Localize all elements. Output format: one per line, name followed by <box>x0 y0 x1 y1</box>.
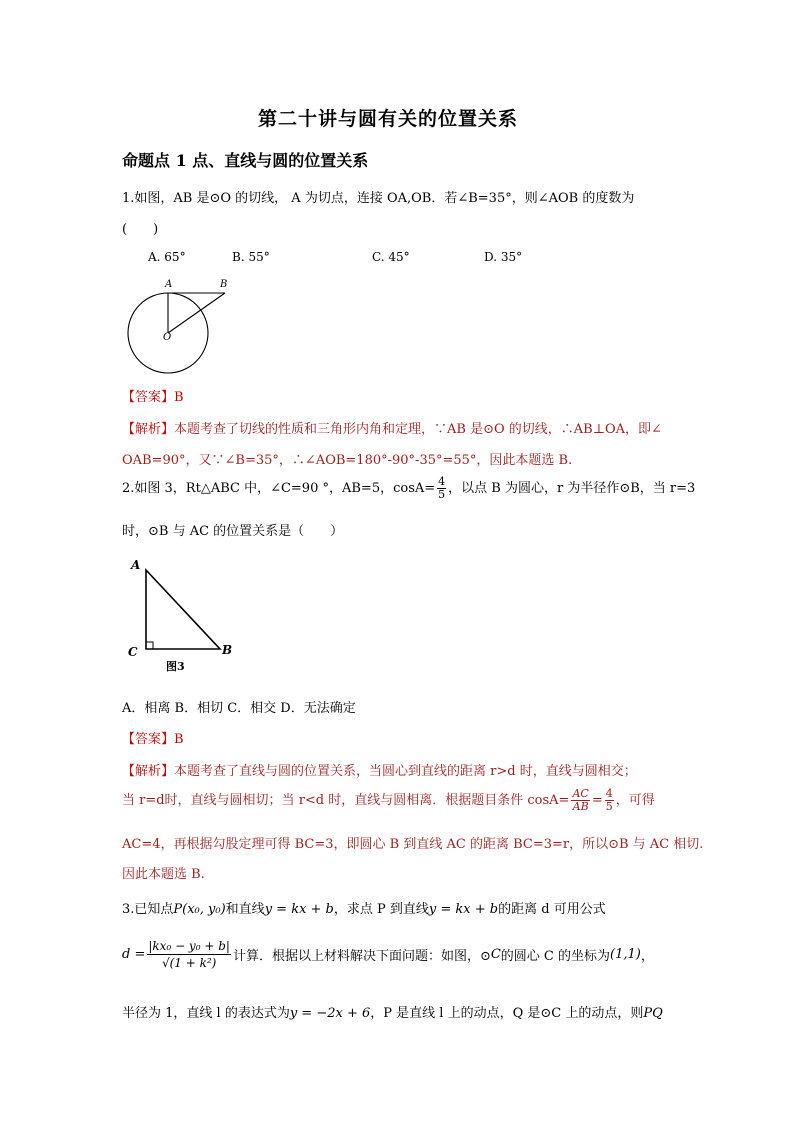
q3-stem-2a: 计算．根据以上材料解决下面问题：如图，⊙ <box>232 949 491 964</box>
q2-stem-b: ，以点 B 为圆心，r 为半径作⊙B，当 r=3 <box>448 481 696 496</box>
q2-stem-line1 <box>122 476 695 501</box>
q1-option-d: D. 35° <box>484 250 523 264</box>
q2-expl-frac-ac-ab <box>571 788 589 813</box>
q3-coord: (1,1) <box>610 947 641 962</box>
q1-explanation-line1 <box>122 418 662 437</box>
q1-explanation-line2: OAB=90°，又∵∠B=35°，∴∠AOB=180°-90°-35°=55°，因此本题选 B. <box>122 453 573 468</box>
q2-frac-den: 5 <box>438 488 446 501</box>
q3-formula-lhs: d = <box>122 947 146 962</box>
q1-option-a: A. 65° <box>148 250 186 264</box>
q2-stem-a: 2.如图 3，Rt△ABC 中，∠C=90 °，AB=5，cosA= <box>122 481 436 496</box>
q1-label-b: B <box>220 279 228 290</box>
q2-explanation-line2 <box>122 788 655 813</box>
q3-stem-d: 的距离 d 可用公式 <box>498 902 606 917</box>
q3-stem-2b: 的圆心 C 的坐标为 <box>500 949 611 964</box>
q3-formula-num: |kx₀ − y₀ + b| <box>148 939 230 953</box>
q3-line-l: y = −2x + 6 <box>289 1006 371 1021</box>
q2-answer <box>122 728 184 747</box>
q2-expl-tag: 【解析】 <box>122 764 175 779</box>
section-heading: 命题点 1 点、直线与圆的位置关系 <box>122 151 369 170</box>
q3-formula-line: d = $\frac{\text{|kx₀ − y₀ + b|}}{\text{√(1 + k²)}}$ 计算．根据以上材料解决下面问题：如图，⊙C的圆心 C 的坐标为(1,1)， <box>122 939 654 970</box>
q3-line-eq: y = kx + b <box>264 902 334 917</box>
q1-answer-tag: 【答案】 <box>122 390 175 405</box>
q2-label-c: C <box>128 645 138 659</box>
q1-option-c: C. 45° <box>372 250 410 264</box>
q3-formula-den: √(1 + k²) <box>161 956 217 970</box>
q1-answer <box>122 386 184 405</box>
q2-stem-line2: 时，⊙B 与 AC 的位置关系是（ ） <box>122 524 344 539</box>
q1-option-b: B. 55° <box>232 250 270 264</box>
q2-expl-text2b: ，可得 <box>615 793 655 808</box>
q2-expl-frac2-den: 5 <box>605 800 613 813</box>
q3-pq: PQ <box>643 1006 663 1021</box>
q1-answer-value: B <box>174 390 184 405</box>
q2-expl-frac1-den: AB <box>572 800 589 813</box>
q3-stem-a: 3.已知点 <box>122 902 174 917</box>
q3-stem-3b: ，P 是直线 l 上的动点，Q 是⊙C 上的动点，则 <box>370 1006 644 1021</box>
q3-stem-line3 <box>122 1002 663 1021</box>
q1-stem-line1: 1.如图，AB 是⊙O 的切线， A 为切点，连接 OA,OB．若∠B=35°，则∠AOB 的度数为 <box>122 191 635 206</box>
q1-figure <box>122 276 242 376</box>
q2-explanation-line4: 因此本题选 B. <box>122 867 205 882</box>
q1-stem-line2: ( ) <box>122 222 159 237</box>
q1-expl-tag: 【解析】 <box>122 422 175 437</box>
q3-stem-3a: 半径为 1，直线 l 的表达式为 <box>122 1006 290 1021</box>
q2-answer-value: B <box>174 732 184 747</box>
q2-expl-text2a: 当 r=d时，直线与圆相切；当 r<d 时，直线与圆相离．根据题目条件 cosA= <box>122 793 570 808</box>
q2-answer-tag: 【答案】 <box>122 732 175 747</box>
q3-point-p: P(x₀, y₀) <box>173 902 226 917</box>
q1-expl-text1: 本题考查了切线的性质和三角形内角和定理，∵AB 是⊙O 的切线，∴AB⊥OA，即∠ <box>174 422 662 437</box>
q2-cos-fraction <box>437 476 446 501</box>
q2-expl-frac1-num: AC <box>572 787 589 800</box>
q3-stem-c: ，求点 P 到直线 <box>333 902 429 917</box>
q2-figure-caption: 图3 <box>166 660 185 673</box>
q1-label-a: A <box>165 279 173 290</box>
q1-segment-ob <box>168 293 225 333</box>
q2-expl-eq: = <box>591 793 603 808</box>
page-title: 第二十讲与圆有关的位置关系 <box>258 108 519 130</box>
q2-label-a: A <box>131 558 141 572</box>
q2-frac-num: 4 <box>438 475 446 488</box>
q2-explanation-line3: AC=4，再根据勾股定理可得 BC=3，即圆心 B 到直线 AC 的距离 BC=3=r，所以⊙B 与 AC 相切. <box>122 837 704 852</box>
q3-stem-line1 <box>122 898 606 917</box>
q3-distance-formula <box>147 938 231 971</box>
q2-options: A．相离 B．相切 C．相交 D．无法确定 <box>122 701 356 716</box>
q3-circle-c: C <box>490 947 501 962</box>
q1-label-o: O <box>163 332 172 343</box>
q2-right-angle-mark <box>146 642 153 649</box>
q2-expl-frac-4-5 <box>605 788 614 813</box>
q3-line-eq2: y = kx + b <box>428 902 499 917</box>
q2-explanation-line1 <box>122 760 637 779</box>
q2-expl-frac2-num: 4 <box>605 787 613 800</box>
q2-expl-text1: 本题考查了直线与圆的位置关系，当圆心到直线的距离 r>d 时，直线与圆相交； <box>174 764 637 779</box>
q2-triangle <box>146 570 220 649</box>
q2-label-b: B <box>222 643 233 657</box>
q3-stem-b: 和直线 <box>225 902 265 917</box>
